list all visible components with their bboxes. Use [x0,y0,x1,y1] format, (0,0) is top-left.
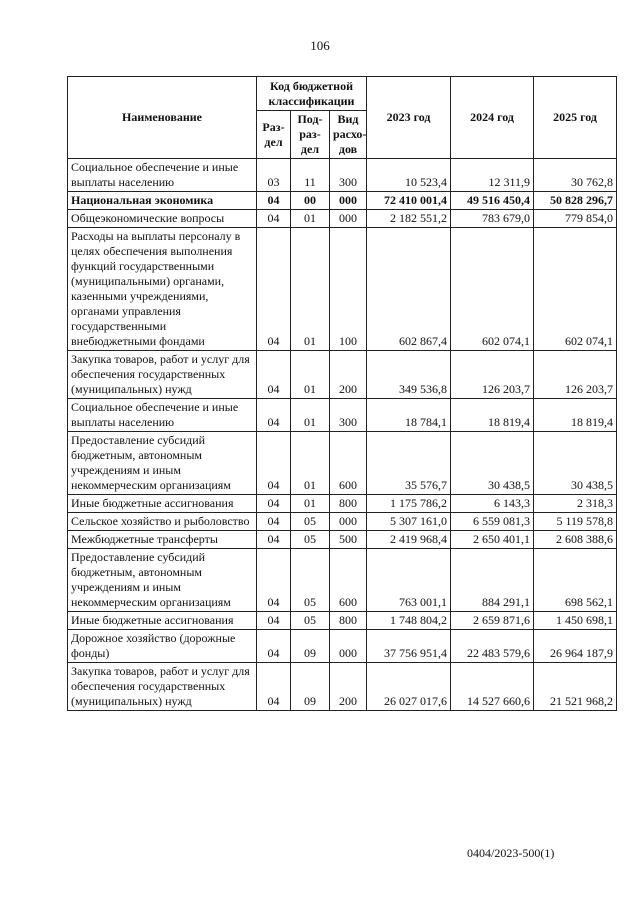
row-value-2025: 30 438,5 [534,432,617,495]
row-razdel: 04 [257,351,291,399]
row-value-2024: 12 311,9 [451,159,534,192]
row-value-2024: 884 291,1 [451,549,534,612]
row-razdel: 03 [257,159,291,192]
row-podrazdel: 01 [291,495,330,513]
table-row [68,630,617,663]
row-value-2023: 10 523,4 [367,159,451,192]
row-name: Межбюджетные трансферты [68,531,257,549]
row-value-2024: 602 074,1 [451,228,534,351]
row-name: Общеэкономические вопросы [68,210,257,228]
header-2023: 2023 год [367,77,451,159]
row-value-2024: 18 819,4 [451,399,534,432]
row-value-2025: 18 819,4 [534,399,617,432]
row-podrazdel: 01 [291,351,330,399]
row-razdel: 04 [257,192,291,210]
row-value-2025: 698 562,1 [534,549,617,612]
row-vid: 000 [330,513,367,531]
row-name: Иные бюджетные ассигнования [68,495,257,513]
row-value-2023: 5 307 161,0 [367,513,451,531]
row-value-2023: 349 536,8 [367,351,451,399]
row-value-2025: 30 762,8 [534,159,617,192]
row-razdel: 04 [257,399,291,432]
row-vid: 000 [330,630,367,663]
page-number: 106 [310,38,330,53]
row-podrazdel: 11 [291,159,330,192]
row-name: Дорожное хозяйство (дорожные фонды) [68,630,257,663]
row-razdel: 04 [257,495,291,513]
row-podrazdel: 05 [291,549,330,612]
row-value-2023: 72 410 001,4 [367,192,451,210]
table-row [68,612,617,630]
row-value-2025: 26 964 187,9 [534,630,617,663]
row-value-2023: 602 867,4 [367,228,451,351]
row-vid: 000 [330,192,367,210]
row-vid: 000 [330,210,367,228]
row-value-2023: 763 001,1 [367,549,451,612]
row-podrazdel: 05 [291,513,330,531]
table-row [68,531,617,549]
row-razdel: 04 [257,663,291,711]
row-razdel: 04 [257,210,291,228]
table-row [68,228,617,351]
table-row [68,663,617,711]
row-vid: 200 [330,351,367,399]
row-value-2023: 2 182 551,2 [367,210,451,228]
row-value-2025: 602 074,1 [534,228,617,351]
row-razdel: 04 [257,513,291,531]
row-value-2024: 6 143,3 [451,495,534,513]
table-row [68,210,617,228]
row-podrazdel: 05 [291,531,330,549]
row-razdel: 04 [257,432,291,495]
row-name: Расходы на выплаты персоналу в целях обеспечения выполнения функций государственными (муниципальными) органами, казенными учреждениями, органами управления государственными внебюджетными фондами [68,228,257,351]
row-value-2025: 2 318,3 [534,495,617,513]
row-value-2024: 2 659 871,6 [451,612,534,630]
row-vid: 200 [330,663,367,711]
row-razdel: 04 [257,531,291,549]
header-razdel: Раз-дел [257,111,291,159]
header-2025: 2025 год [534,77,617,159]
row-value-2025: 5 119 578,8 [534,513,617,531]
header-vid: Вид расхо-дов [330,111,367,159]
row-name: Социальное обеспечение и иные выплаты населению [68,159,257,192]
row-value-2023: 18 784,1 [367,399,451,432]
row-name: Предоставление субсидий бюджетным, автономным учреждениям и иным некоммерческим организациям [68,432,257,495]
row-value-2023: 37 756 951,4 [367,630,451,663]
row-value-2024: 14 527 660,6 [451,663,534,711]
row-value-2024: 6 559 081,3 [451,513,534,531]
table-row [68,399,617,432]
row-vid: 600 [330,549,367,612]
row-podrazdel: 09 [291,663,330,711]
document-code: 0404/2023-500(1) [467,846,555,860]
row-name: Сельское хозяйство и рыболовство [68,513,257,531]
row-value-2025: 126 203,7 [534,351,617,399]
row-value-2025: 2 608 388,6 [534,531,617,549]
header-2024: 2024 год [451,77,534,159]
row-name: Закупка товаров, работ и услуг для обеспечения государственных (муниципальных) нужд [68,351,257,399]
header-code-group: Код бюджетной классификации [257,77,367,111]
row-podrazdel: 00 [291,192,330,210]
row-vid: 500 [330,531,367,549]
row-value-2024: 49 516 450,4 [451,192,534,210]
row-razdel: 04 [257,612,291,630]
row-value-2023: 2 419 968,4 [367,531,451,549]
row-razdel: 04 [257,549,291,612]
row-podrazdel: 01 [291,432,330,495]
row-vid: 600 [330,432,367,495]
row-value-2025: 21 521 968,2 [534,663,617,711]
row-name: Социальное обеспечение и иные выплаты населению [68,399,257,432]
row-value-2025: 50 828 296,7 [534,192,617,210]
table-row [68,513,617,531]
row-value-2025: 779 854,0 [534,210,617,228]
table-row [68,495,617,513]
row-value-2024: 783 679,0 [451,210,534,228]
row-podrazdel: 09 [291,630,330,663]
row-name: Закупка товаров, работ и услуг для обеспечения государственных (муниципальных) нужд [68,663,257,711]
budget-table [67,76,617,711]
row-value-2024: 30 438,5 [451,432,534,495]
row-vid: 300 [330,399,367,432]
row-value-2025: 1 450 698,1 [534,612,617,630]
row-value-2023: 26 027 017,6 [367,663,451,711]
row-value-2024: 22 483 579,6 [451,630,534,663]
row-podrazdel: 05 [291,612,330,630]
table-row [68,159,617,192]
row-value-2024: 126 203,7 [451,351,534,399]
table-row [68,549,617,612]
table-row [68,432,617,495]
header-name: Наименование [68,77,257,159]
row-podrazdel: 01 [291,210,330,228]
row-vid: 300 [330,159,367,192]
row-podrazdel: 01 [291,228,330,351]
header-podrazdel: Под-раз-дел [291,111,330,159]
row-value-2023: 1 748 804,2 [367,612,451,630]
row-name: Предоставление субсидий бюджетным, автономным учреждениям и иным некоммерческим организациям [68,549,257,612]
table-row [68,192,617,210]
row-value-2024: 2 650 401,1 [451,531,534,549]
row-podrazdel: 01 [291,399,330,432]
row-value-2023: 1 175 786,2 [367,495,451,513]
table-row [68,351,617,399]
row-name: Национальная экономика [68,192,257,210]
row-razdel: 04 [257,228,291,351]
row-name: Иные бюджетные ассигнования [68,612,257,630]
row-vid: 800 [330,495,367,513]
row-vid: 100 [330,228,367,351]
row-value-2023: 35 576,7 [367,432,451,495]
row-vid: 800 [330,612,367,630]
row-razdel: 04 [257,630,291,663]
